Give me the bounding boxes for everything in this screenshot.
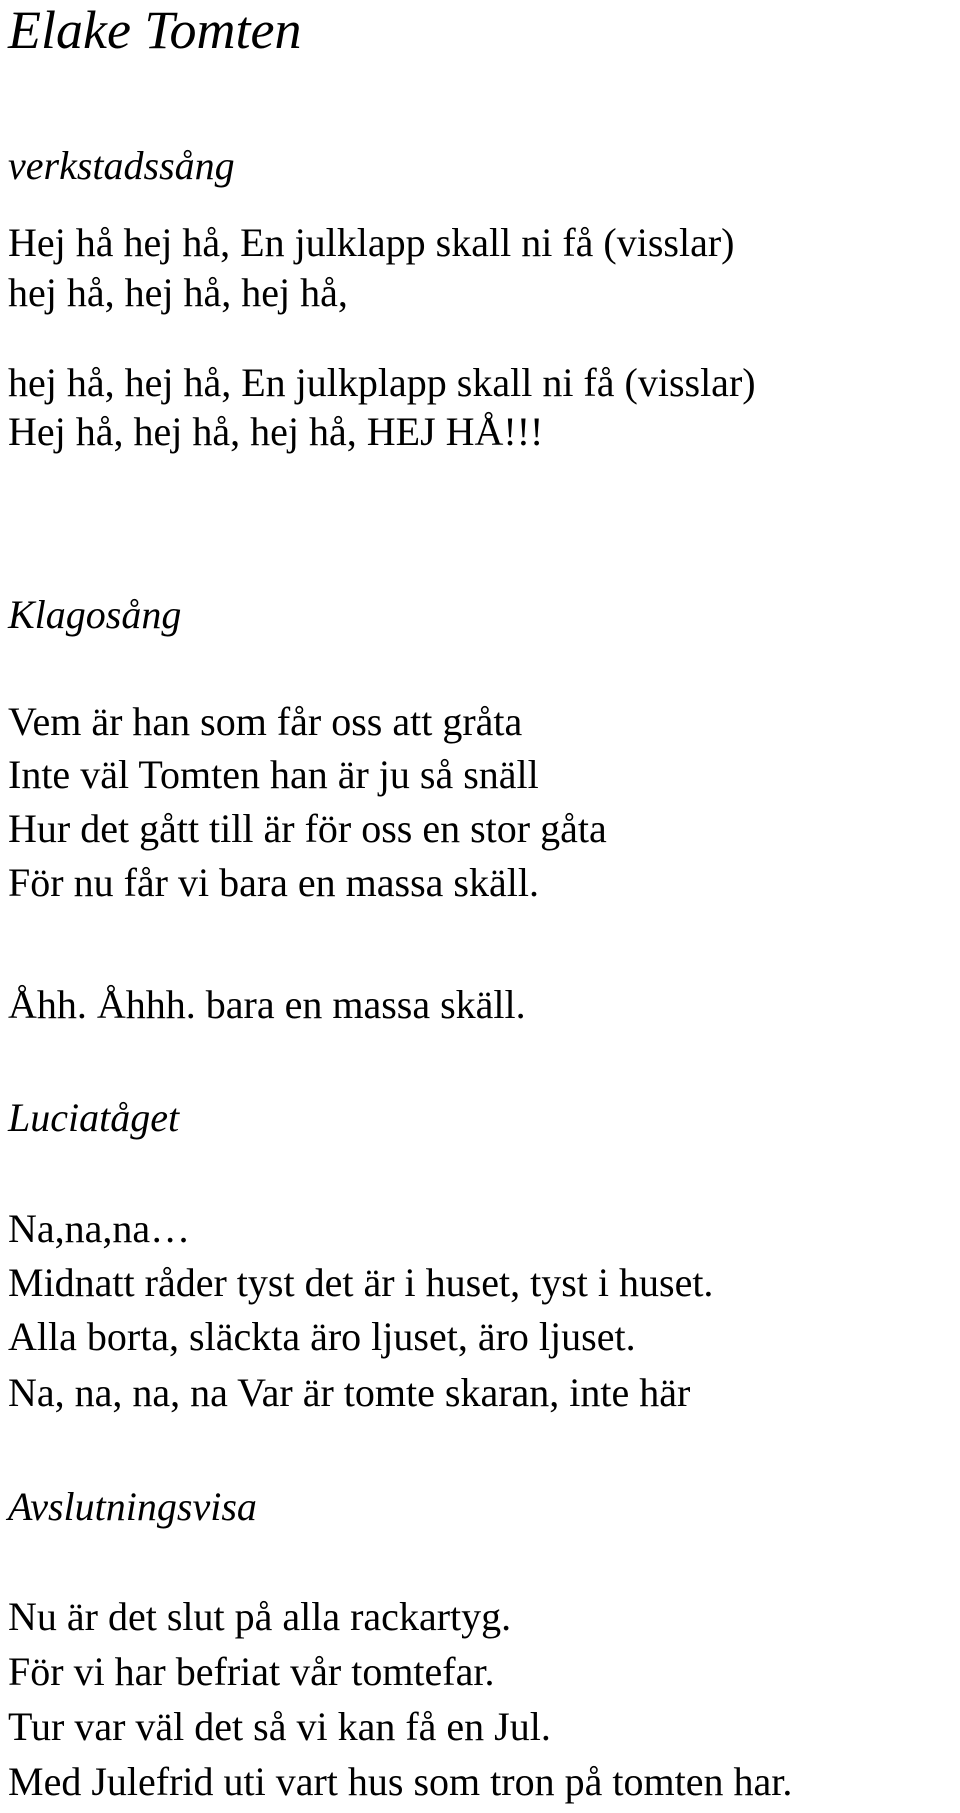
lyric-line: hej hå, hej hå, En julkplapp skall ni få (visslar) (8, 360, 756, 405)
section-heading-verkstadssang: verkstadssång (8, 143, 235, 188)
lyric-line: Åhh. Åhhh. bara en massa skäll. (8, 982, 526, 1027)
lyric-line: Hej hå, hej hå, hej hå, HEJ HÅ!!! (8, 409, 544, 454)
lyric-line: hej hå, hej hå, hej hå, (8, 270, 348, 315)
lyric-line: Med Julefrid uti vart hus som tron på tomten har. (8, 1759, 793, 1804)
lyric-line: Na, na, na, na Var är tomte skaran, inte här (8, 1370, 691, 1415)
section-heading-avslutningsvisa: Avslutningsvisa (8, 1484, 257, 1529)
section-heading-luciataget: Luciatåget (8, 1095, 180, 1140)
section-heading-klagosang: Klagosång (8, 592, 182, 637)
lyric-line: Inte väl Tomten han är ju så snäll (8, 752, 539, 797)
lyric-line: Hej hå hej hå, En julklapp skall ni få (visslar) (8, 220, 735, 265)
lyric-line: Nu är det slut på alla rackartyg. (8, 1594, 512, 1639)
lyric-line: För vi har befriat vår tomtefar. (8, 1649, 495, 1694)
lyric-line: Na,na,na… (8, 1206, 191, 1251)
lyric-line: Alla borta, släckta äro ljuset, äro ljuset. (8, 1314, 636, 1359)
lyric-line: Hur det gått till är för oss en stor gåta (8, 806, 607, 851)
lyric-line: För nu får vi bara en massa skäll. (8, 860, 539, 905)
page-title: Elake Tomten (8, 0, 302, 60)
lyric-line: Midnatt råder tyst det är i huset, tyst i huset. (8, 1260, 714, 1305)
lyric-line: Tur var väl det så vi kan få en Jul. (8, 1704, 551, 1749)
lyric-line: Vem är han som får oss att gråta (8, 699, 523, 744)
